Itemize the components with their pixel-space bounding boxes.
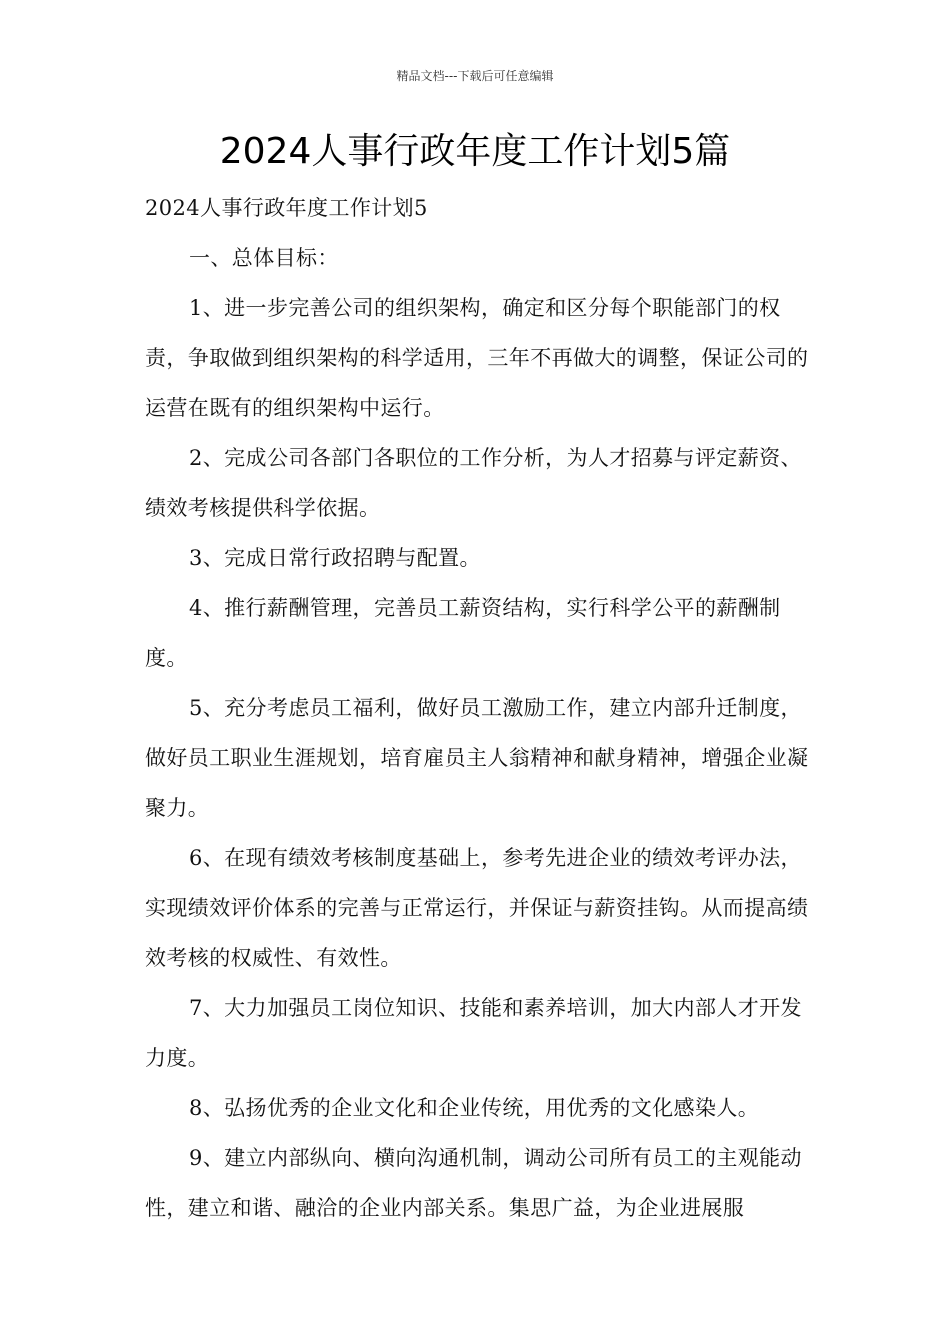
document-subtitle: 2024人事行政年度工作计划5 [145, 196, 428, 220]
list-item: 8、弘扬优秀的企业文化和企业传统，用优秀的文化感染人。 [189, 1096, 760, 1120]
page-header: 精品文档---下载后可任意编辑 [396, 69, 554, 83]
document-title: 2024人事行政年度工作计划5篇 [219, 131, 731, 172]
list-item: 3、完成日常行政招聘与配置。 [189, 546, 481, 570]
document-body [145, 183, 810, 1233]
section-heading: 一、总体目标： [189, 246, 339, 270]
list-item: 6、在现有绩效考核制度基础上，参考先进企业的绩效考评办法，实现绩效评价体系的完善与正常运行，并保证与薪资挂钩。从而提高绩效考核的权威性、有效性。 [145, 846, 809, 970]
list-item: 4、推行薪酬管理，完善员工薪资结构，实行科学公平的薪酬制度。 [145, 596, 781, 670]
list-item: 9、建立内部纵向、横向沟通机制，调动公司所有员工的主观能动性，建立和谐、融洽的企业内部关系。集思广益，为企业进展服 [145, 1146, 802, 1220]
list-item: 2、完成公司各部门各职位的工作分析，为人才招募与评定薪资、绩效考核提供科学依据。 [145, 446, 802, 520]
list-item: 7、大力加强员工岗位知识、技能和素养培训，加大内部人才开发力度。 [145, 996, 802, 1070]
list-item: 1、进一步完善公司的组织架构，确定和区分每个职能部门的权责，争取做到组织架构的科学适用，三年不再做大的调整，保证公司的运营在既有的组织架构中运行。 [145, 296, 809, 420]
list-item: 5、充分考虑员工福利，做好员工激励工作，建立内部升迁制度，做好员工职业生涯规划，培育雇员主人翁精神和献身精神，增强企业凝聚力。 [145, 696, 809, 820]
